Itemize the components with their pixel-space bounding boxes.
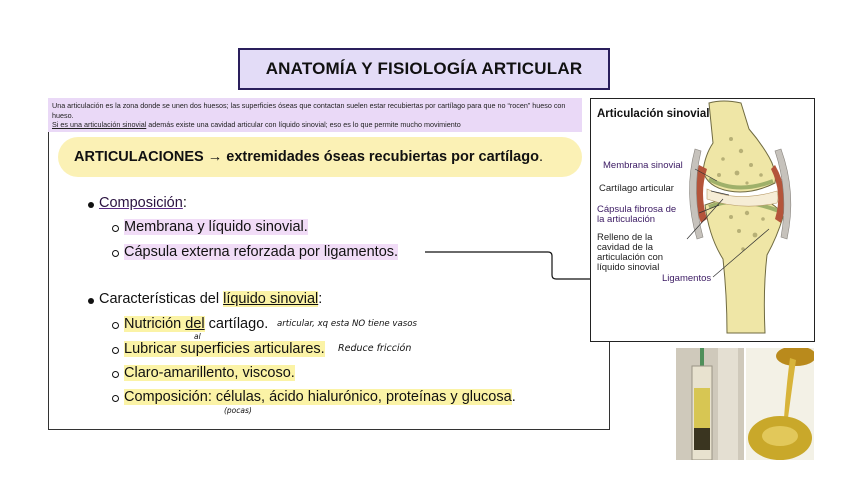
lubricar-item: Lubricar superficies articulares. <box>124 341 325 357</box>
caracteristicas-colon: : <box>318 291 323 307</box>
handwritten-note-friccion: Reduce fricción <box>338 343 412 354</box>
syringe-image <box>676 348 744 460</box>
banner-end: . <box>538 149 543 165</box>
handwritten-pocas: (pocas) <box>224 406 252 415</box>
synovial-joint-diagram <box>590 98 815 342</box>
viscous-liquid-photo <box>746 348 814 460</box>
composicion-liquido-end: . <box>511 389 516 405</box>
handwritten-al: al <box>194 332 201 341</box>
composicion-colon: : <box>182 195 187 211</box>
label-cartilago-articular: Cartílago articular <box>599 183 674 194</box>
label-relleno-2: cavidad de la <box>597 242 653 253</box>
nutricion-b: cartílago. <box>204 316 269 332</box>
composicion-liquido-item: Composición: células, ácido hialurónico, proteínas y glucosa <box>124 389 512 405</box>
label-relleno-1: Relleno de la <box>597 232 653 243</box>
label-relleno-4: líquido sinovial <box>597 262 660 273</box>
label-relleno-3: articulación con <box>597 252 664 263</box>
diagram-title: Articulación sinovial <box>597 108 710 120</box>
claro-item: Claro-amarillento, viscoso. <box>124 365 295 381</box>
nutricion-del: del <box>185 316 205 332</box>
nutricion-a: Nutrición <box>124 316 186 332</box>
synovial-link: Si es una articulación sinovial <box>52 120 147 130</box>
composicion-item-1: Membrana y líquido sinovial. <box>124 219 308 235</box>
label-ligamentos: Ligamentos <box>662 273 712 284</box>
syringe-photo <box>676 348 744 460</box>
intro-line-2-rest: además existe una cavidad articular con líquido sinovial; eso es lo que permite mucho movimiento <box>146 120 461 130</box>
caracteristicas-prefix: Características del <box>99 291 224 307</box>
label-membrana-sinovial: Membrana sinovial <box>603 160 683 171</box>
label-capsula-fibrosa-1: Cápsula fibrosa de <box>597 204 677 215</box>
liquid-pour-image <box>746 348 814 460</box>
intro-line-1: Una articulación es la zona donde se unen dos huesos; las superficies óseas que contactan suelen estar recubiertas por cartílago para que no “rocen” hueso con hueso. <box>52 101 566 120</box>
composicion-label: Composición <box>99 195 183 211</box>
label-capsula-fibrosa-2: la articulación <box>597 214 656 225</box>
banner-text: ARTICULACIONES → extremidades óseas recubiertas por cartílago <box>74 149 539 165</box>
composicion-item-2: Cápsula externa reforzada por ligamentos. <box>124 244 399 260</box>
liquido-sinovial-label: líquido sinovial <box>223 291 319 307</box>
title-text: ANATOMÍA Y FISIOLOGÍA ARTICULAR <box>265 59 583 78</box>
handwritten-note-vasos: articular, xq esta NO tiene vasos <box>277 319 417 329</box>
